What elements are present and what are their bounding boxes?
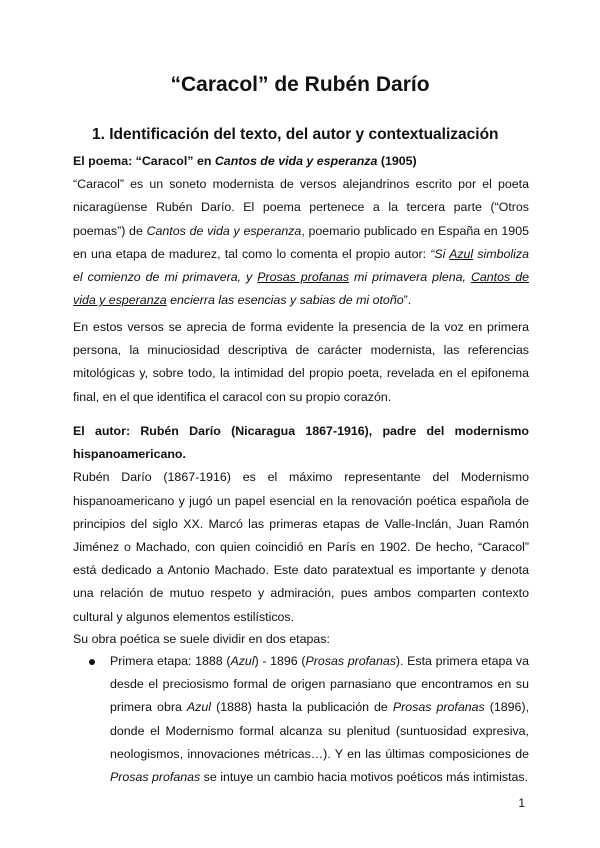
stages-list <box>73 650 529 789</box>
bullet-icon <box>89 659 95 665</box>
author-paragraph-1: Rubén Darío (1867-1916) es el máximo representante del Modernismo hispanoamericano y jugó un papel esencial en la renovación poética española de principios del siglo XX. Marcó las primeras etapas de Valle-Inclán, Juan Ramón Jiménez o Machado, con quien coincidió en París en 1902. De hecho, “Caracol” está dedicado a Antonio Machado. Este dato paratextual es importante y denota una relación de mutuo respeto y admiración, pues ambos comparten contexto cultural y algunos elementos estilísticos. <box>73 470 529 624</box>
poem-paragraph-1: “Caracol” es un soneto modernista de versos alejandrinos escrito por el poeta nicaragüense Rubén Darío. El poema pertenece a la tercera parte (“Otros poemas”) de Cantos de vida y esperanza, poemario publicado en España en 1905 en una etapa de madurez, tal como lo comenta el propio autor: “Si Azul simboliza el comienzo de mi primavera, y Prosas profanas mi primavera plena, Cantos de vida y esperanza encierra las esencias y sabias de mi otoño”. <box>73 177 529 308</box>
poem-section <box>73 150 529 312</box>
page-number: 1 <box>518 796 525 810</box>
author-section <box>73 420 529 629</box>
author-heading: El autor: Rubén Darío (Nicaragua 1867-1916), padre del modernismo hispanoamericano. <box>73 424 529 462</box>
poem-heading: El poema: “Caracol” en Cantos de vida y esperanza (1905) <box>73 154 417 168</box>
list-item: Primera etapa: 1888 (Azul) - 1896 (Prosas profanas). Esta primera etapa va desde el preciosismo formal de origen parnasiano que encontramos en su primera obra Azul (1888) hasta la publicación de Prosas profanas (1896), donde el Modernismo formal alcanza su plenitud (suntuosidad expresiva, neologismos, innovaciones métricas…). Y en las últimas composiciones de Prosas profanas se intuye un cambio hacia motivos poéticos más intimistas. <box>73 650 529 789</box>
poem-paragraph-2: En estos versos se aprecia de forma evidente la presencia de la voz en primera persona, la minuciosidad descriptiva de carácter modernista, las referencias mitológicas y, sobre todo, la intimidad del propio poeta, revelada en el epifonema final, en el que identifica el caracol con su propio corazón. <box>73 320 529 404</box>
autor-quote: “Si Azul simboliza el comienzo de mi primavera, y Prosas profanas mi primavera plena, Cantos de vida y esperanza encierra las esencias y sabias de mi otoño <box>73 246 529 308</box>
stages-intro: Su obra poética se suele dividir en dos etapas: <box>73 632 330 646</box>
page-title: “Caracol” de Rubén Darío <box>170 73 430 96</box>
section-heading: 1. Identificación del texto, del autor y contextualización <box>92 126 499 143</box>
